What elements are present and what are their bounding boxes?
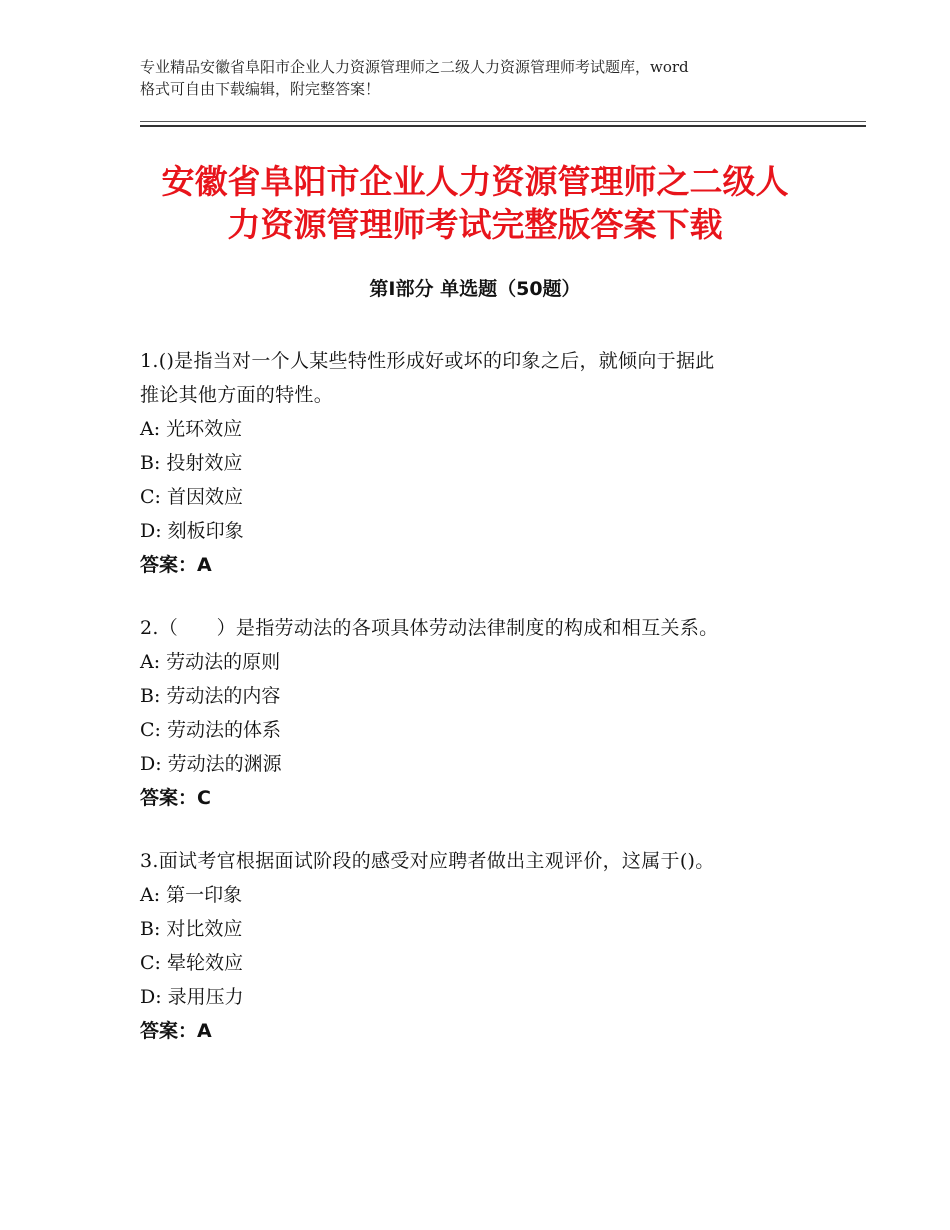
option-b: B: 投射效应 [140,452,243,474]
option-d: D: 劳动法的渊源 [140,753,282,775]
header-divider-thick [140,125,866,127]
option-c: C: 首因效应 [140,486,243,508]
header-divider-thin [140,121,866,122]
option-b: B: 对比效应 [140,918,243,940]
option-c: C: 晕轮效应 [140,952,243,974]
answer: 答案：A [140,554,212,576]
question-stem: 1.()是指当对一个人某些特性形成好或坏的印象之后，就倾向于据此 [140,350,715,372]
option-a: A: 第一印象 [140,884,243,906]
question-3 [140,844,820,1048]
option-c: C: 劳动法的体系 [140,719,281,741]
question-list [140,344,820,1077]
header-note-line-2: 格式可自由下载编辑，附完整答案！ [140,80,381,98]
option-d: D: 录用压力 [140,986,244,1008]
header-note [140,56,830,100]
question-1 [140,344,820,582]
document-title-line-2: 力资源管理师考试完整版答案下载 [227,205,723,244]
question-stem: 3.面试考官根据面试阶段的感受对应聘者做出主观评价，这属于()。 [140,850,715,872]
section-title: 第Ⅰ部分 单选题（50题） [369,278,581,300]
option-d: D: 刻板印象 [140,520,244,542]
answer: 答案：A [140,1020,212,1042]
question-stem: 2.（ ）是指劳动法的各项具体劳动法律制度的构成和相互关系。 [140,617,719,639]
document-title [100,160,850,246]
header-note-line-1: 专业精品安徽省阜阳市企业人力资源管理师之二级人力资源管理师考试题库，word [140,58,689,76]
option-b: B: 劳动法的内容 [140,685,281,707]
answer: 答案：C [140,787,211,809]
option-a: A: 劳动法的原则 [140,651,281,673]
option-a: A: 光环效应 [140,418,243,440]
question-2 [140,611,820,815]
question-stem-continued: 推论其他方面的特性。 [140,384,334,406]
document-title-line-1: 安徽省阜阳市企业人力资源管理师之二级人 [161,162,789,201]
